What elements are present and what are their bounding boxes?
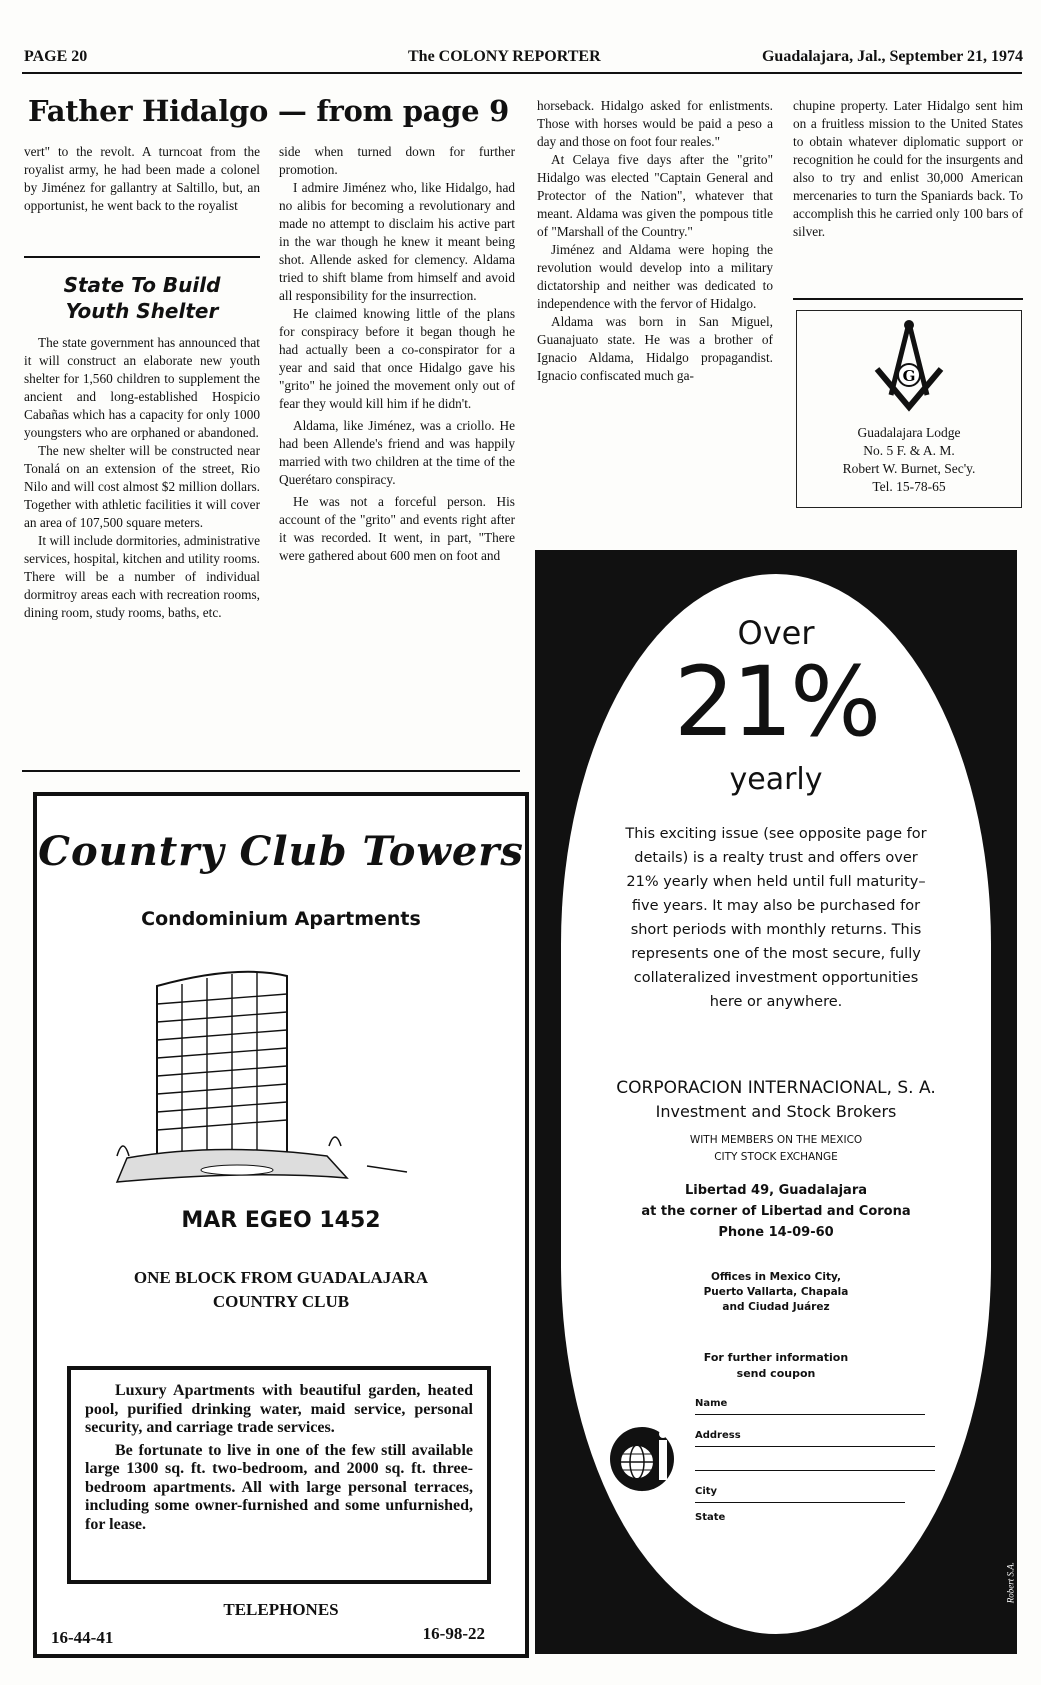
hidalgo-headline: Father Hidalgo — from page 9	[28, 94, 509, 128]
ad-yearly: yearly	[729, 762, 823, 797]
ad-address-line1: Libertad 49, Guadalajara	[684, 1183, 868, 1198]
hidalgo-paragraph: He claimed knowing little of the plans for conspiracy before it began though he had actually been a co-conspirator for a year and said that once Hidalgo gave his "grito" he joined the movement only out of fear they would kill him if he didn't.	[279, 306, 515, 411]
ad-details-box	[67, 1366, 491, 1584]
ad-offices-line1: Offices in Mexico City,	[711, 1271, 841, 1283]
shelter-title	[24, 272, 260, 324]
masthead-rule	[22, 72, 1022, 74]
hidalgo-col1-text: vert" to the revolt. A turncoat from the royalist army, he had been made a colonel by Jiménez for gallantry at Saltillo, but, an opportunist, he went back to the royalist	[24, 144, 260, 213]
ad-company-sub: Investment and Stock Brokers	[655, 1102, 897, 1121]
ad-features: Luxury Apartments with beautiful garden, heated pool, purified drinking water, maid service, personal security, and carriage trade services.	[85, 1382, 473, 1436]
lodge-name: Guadalajara Lodge	[857, 425, 961, 440]
ad-offices	[561, 1270, 991, 1315]
coupon-name-label: Name	[695, 1398, 728, 1409]
coupon-address-label: Address	[695, 1430, 741, 1441]
shelter-body	[24, 334, 260, 622]
hidalgo-paragraph: Aldama, like Jiménez, was a criollo. He had been Allende's friend and was happily married with two children at the time of the Querétaro conspiracy.	[279, 418, 515, 487]
ad-address: MAR EGEO 1452	[181, 1208, 381, 1233]
col4-rule	[793, 298, 1023, 300]
ad-body: This exciting issue (see opposite page for details) is a realty trust and offers over 21% yearly when held until full maturity–five years. It may also be purchased for short periods with monthly returns. This represents one of the most secure, fully collateralized investment opportunities here or anywhere.	[625, 826, 927, 1010]
hidalgo-col3	[537, 97, 773, 385]
ad-offices-line3: and Ciudad Juárez	[722, 1301, 830, 1313]
shelter-paragraph: The new shelter will be constructed near Tonalá on an extension of the street, Rio Nilo and will cost almost $2 million dollars. Together with athletic facilities it will cover an area of 107,500 square meters.	[24, 443, 260, 530]
lodge-tel: Tel. 15-78-65	[872, 479, 946, 494]
lodge-notice	[796, 310, 1022, 508]
building-illustration-icon	[97, 946, 437, 1186]
ad-members-line1: WITH MEMBERS ON THE MEXICO	[689, 1134, 863, 1146]
bottom-rule-left	[22, 770, 520, 772]
shelter-title-line1: State To Build	[63, 273, 221, 297]
ad-company: CORPORACION INTERNACIONAL, S. A.	[616, 1078, 936, 1098]
ad-rate: 21%	[673, 646, 879, 758]
col1-rule	[24, 256, 260, 258]
hidalgo-paragraph: horseback. Hidalgo asked for enlistments. Those with horses would be paid a peso a day and those on foot four reales."	[537, 98, 773, 149]
phone-1: 16-44-41	[51, 1628, 114, 1647]
page-number: PAGE 20	[24, 48, 88, 65]
artist-signature: Robert S.A.	[1005, 1562, 1015, 1604]
ad-info-line1: For further information	[703, 1351, 849, 1364]
phone-2: 16-98-22	[422, 1624, 485, 1643]
ad-info	[561, 1350, 991, 1382]
ad-contact	[561, 1180, 991, 1243]
masonic-emblem-icon	[869, 317, 949, 417]
coupon-address-field[interactable]	[695, 1446, 935, 1447]
coupon-city-field[interactable]	[695, 1502, 905, 1503]
lodge-number: No. 5 F. & A. M.	[863, 443, 955, 458]
ad-phone: Phone 14-09-60	[718, 1225, 834, 1240]
hidalgo-col2	[279, 143, 515, 565]
coupon-state-label: State	[695, 1512, 726, 1523]
coupon-city-label: City	[695, 1486, 718, 1497]
ad-location-line1: ONE BLOCK FROM GUADALAJARA	[133, 1268, 429, 1287]
ad-over: Over	[737, 614, 815, 652]
ad-info-line2: send coupon	[736, 1367, 816, 1380]
svg-text:ci: ci	[641, 1492, 643, 1493]
coupon[interactable]	[575, 1388, 975, 1588]
investment-ad	[535, 550, 1017, 1654]
hidalgo-col4	[793, 97, 1023, 241]
paper-name: The COLONY REPORTER	[408, 48, 601, 65]
dateline: Guadalajara, Jal., September 21, 1974	[761, 48, 1023, 65]
ad-title: Country Club Towers	[38, 828, 524, 875]
hidalgo-col4-text: chupine property. Later Hidalgo sent him on a fruitless mission to the United States to obtain whatever diplomatic support or recognition he could for the insurgents and also to try and enlist 30,000 American mercenaries to turn the Spaniards back. To accomplish this he carried only 100 bars of silver.	[793, 98, 1023, 239]
ad-location-line2: COUNTRY CLUB	[212, 1292, 350, 1311]
shelter-paragraph: The state government has announced that it will construct an elaborate new youth shelter for 1,560 children to supplement the ancient and long-established Hospicio Cabañas which has a capacity for only 1000 youngsters who are orphaned or abandoned.	[24, 335, 260, 440]
ad-subtitle: Condominium Apartments	[141, 908, 421, 930]
hidalgo-paragraph: I admire Jiménez who, like Hidalgo, had no alibis for becoming a revolutionary and made no attempt to disclaim his active part in the war though he knew it meant being shot. Allende asked for clemency. Aldama tried to shift blame from himself and avoid all responsibility for the insurrection.	[279, 180, 515, 303]
hidalgo-paragraph: Jiménez and Aldama were hoping the revolution would develop into a military dictatorship and neither was dedicated to independence with the fervor of Hidalgo.	[537, 242, 773, 311]
ad-offer: Be fortunate to live in one of the few still available large 1300 sq. ft. two-bedroom, and 2000 sq. ft. three-bedroom apartments. All with large personal terraces, including some owner-furnished and some unfurnished, for lease.	[85, 1441, 473, 1533]
shelter-title-line2: Youth Shelter	[65, 299, 219, 323]
ad-location	[37, 1266, 525, 1314]
hidalgo-col1	[24, 143, 260, 215]
country-club-ad	[33, 792, 529, 1658]
ci-logo-icon	[607, 1424, 677, 1494]
hidalgo-paragraph: At Celaya five days after the "grito" Hidalgo was elected "Captain General and Protector of the Nation", whatever that meant. Aldama was given the pompous title of "Marshall of the Country."	[537, 152, 773, 239]
ad-offices-line2: Puerto Vallarta, Chapala	[703, 1286, 849, 1298]
lodge-secretary: Robert W. Burnet, Sec'y.	[842, 461, 976, 476]
hidalgo-paragraph: Aldama was born in San Miguel, Guanajuato state. He was a brother of Ignacio Aldama, Hidalgo propagandist. Ignacio confiscated much ga-	[537, 314, 773, 383]
coupon-address-field-2[interactable]	[695, 1470, 935, 1471]
coupon-name-field[interactable]	[695, 1414, 925, 1415]
ad-members	[561, 1132, 991, 1166]
telephones-label: TELEPHONES	[223, 1600, 339, 1619]
shelter-paragraph: It will include dormitories, administrative services, hospital, kitchen and utility rooms. There will be a number of individual dormitroy areas each with recreation rooms, dining room, study rooms, baths, etc.	[24, 533, 260, 620]
hidalgo-paragraph: side when turned down for further promotion.	[279, 144, 515, 177]
ad-members-line2: CITY STOCK EXCHANGE	[714, 1151, 838, 1163]
hidalgo-paragraph: He was not a forceful person. His account of the "grito" and events right after it was recorded. It went, in part, "There were gathered about 600 men on foot and	[279, 494, 515, 563]
ad-address-line2: at the corner of Libertad and Corona	[641, 1204, 911, 1219]
emblem-letter: G	[902, 367, 916, 385]
